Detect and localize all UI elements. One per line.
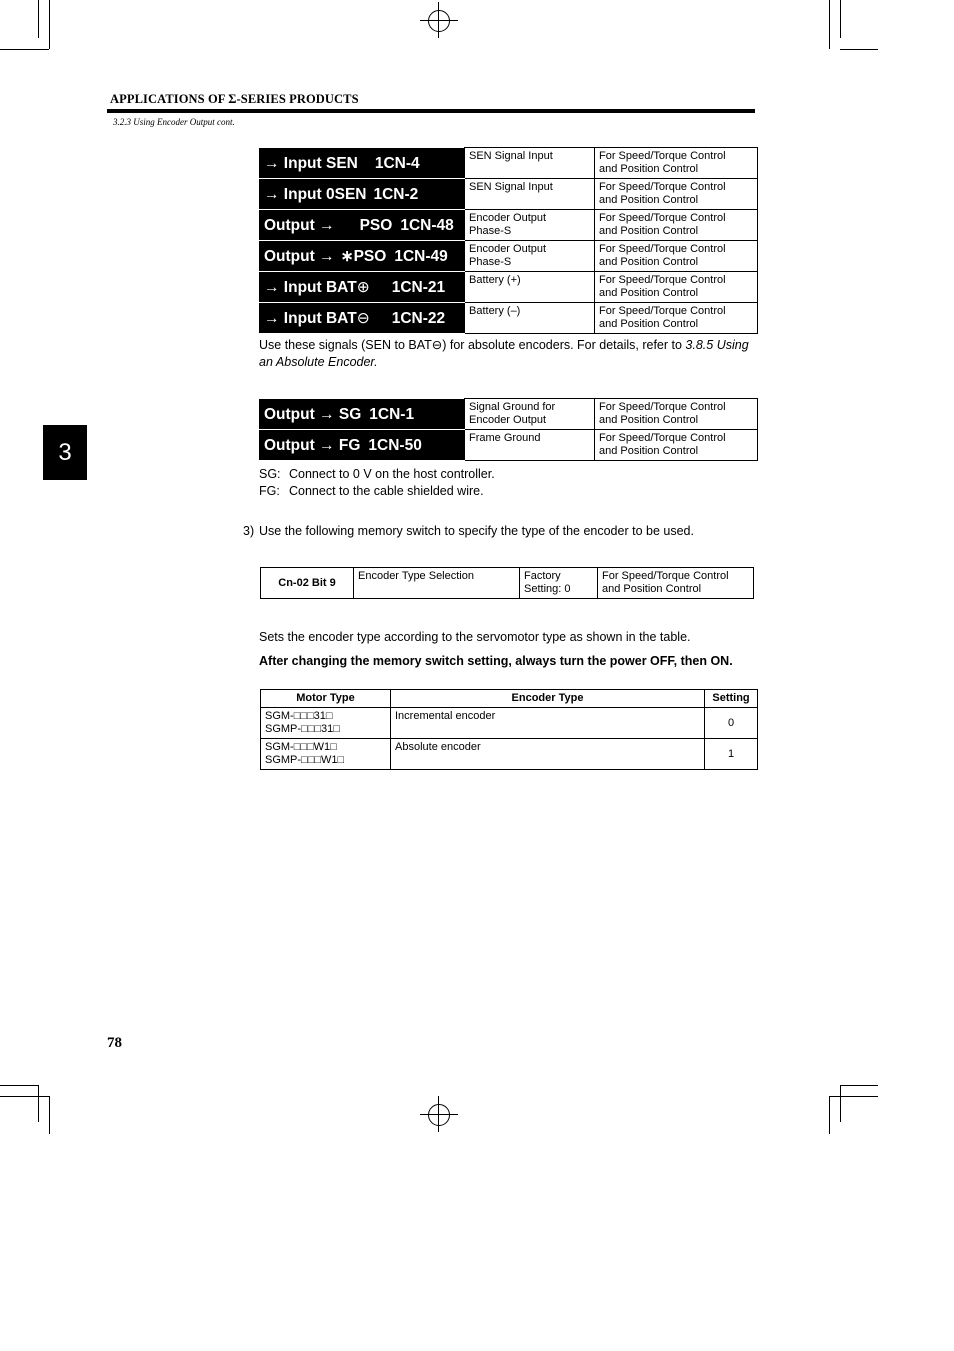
motor-encoder-table [260,689,758,770]
memory-switch-mode [598,568,754,599]
signal-label: → Input 0SEN [264,185,367,203]
signal-mode [595,272,758,303]
signal-mode [595,148,758,179]
signal-desc [465,148,595,179]
crop-mark [0,1085,38,1086]
desc-line: Signal Ground for [469,401,556,413]
mode-line: For Speed/Torque Control [599,243,726,255]
desc-line: Battery (+) [469,274,521,286]
signal-name-cell [260,241,465,272]
connector-pin: 1CN-21 [391,278,446,296]
column-header-setting: Setting [705,690,758,708]
signal-code: ∗PSO [340,247,387,265]
step-3 [243,523,694,540]
signal-desc [465,399,595,430]
memory-switch-row [261,568,754,599]
signal-label: → Input BAT [264,278,357,296]
crop-mark [829,1096,878,1097]
column-header-encoder-type: Encoder Type [391,690,705,708]
signal-row [260,241,758,272]
mode-line: For Speed/Torque Control [599,212,726,224]
signal-row [260,399,758,430]
connector-pin: 1CN-48 [400,216,454,234]
step-text: Use the following memory switch to specify the type of the encoder to be used. [259,524,694,538]
header-rule [107,109,755,113]
desc-line: SEN Signal Input [469,150,553,162]
page-number: 78 [107,1035,122,1051]
signal-name-cell [260,148,465,179]
encoder-type-description: Sets the encoder type according to the servomotor type as shown in the table. [259,630,691,644]
step-number: 3) [243,524,255,538]
signal-desc [465,179,595,210]
memory-switch-table [260,567,754,599]
signal-name-cell [260,210,465,241]
memory-switch-name: Encoder Type Selection [354,568,520,599]
motor-model: SGM-□□□31□ [265,710,333,722]
motor-model: SGM-□□□W1□ [265,741,337,753]
signal-row [260,272,758,303]
running-header-subtitle: 3.2.3 Using Encoder Output cont. [113,117,235,127]
signal-name-cell [260,399,465,430]
mode-line: and Position Control [599,318,699,330]
desc-line: Frame Ground [469,432,541,444]
crop-mark [840,1085,878,1086]
battery-minus-icon: ⊖ [356,309,370,327]
section-reference: 3.8.5 Using [685,338,749,352]
column-header-motor-type: Motor Type [261,690,391,708]
fg-note [259,483,484,500]
desc-line: SEN Signal Input [469,181,553,193]
signal-desc [465,241,595,272]
signal-mode [595,399,758,430]
signal-desc [465,210,595,241]
table-header-row [261,690,758,708]
signal-mode [595,210,758,241]
connector-pin: 1CN-1 [369,405,415,423]
signal-mode [595,430,758,461]
mode-line: and Position Control [599,445,699,457]
desc-line: Phase-S [469,256,512,268]
sg-note [259,466,495,483]
signal-name-cell [260,430,465,461]
mode-line: For Speed/Torque Control [599,401,726,413]
crop-mark [829,1096,830,1134]
crop-mark [840,1085,841,1122]
mode-line: For Speed/Torque Control [599,181,726,193]
connector-pin: 1CN-22 [391,309,446,327]
absolute-encoder-note [259,337,759,371]
desc-line: Battery (–) [469,305,521,317]
factory-setting [520,568,598,599]
motor-type-cell [261,708,391,739]
signal-label: Output → [264,216,335,234]
mode-line: For Speed/Torque Control [599,274,726,286]
signal-mode [595,303,758,334]
power-cycle-warning: After changing the memory switch setting, always turn the power OFF, then ON. [259,654,733,668]
running-header-title: APPLICATIONS OF Σ-SERIES PRODUCTS [110,92,359,106]
chapter-tab: 3 [43,425,87,480]
note-text: Use these signals (SEN to BAT [259,338,432,352]
signal-label: → Input SEN [264,154,358,172]
desc-line: Encoder Output [469,212,547,224]
mode-line: and Position Control [599,287,699,299]
crop-mark [49,0,50,49]
crop-mark [829,0,830,49]
signal-row [260,179,758,210]
motor-type-cell [261,739,391,770]
crop-mark [38,1085,39,1122]
signal-code: PSO [359,216,393,234]
note-text: Connect to 0 V on the host controller. [289,467,495,481]
connector-pin: 1CN-49 [394,247,448,265]
connector-pin: 1CN-50 [368,436,422,454]
signal-mode [595,241,758,272]
signal-name-cell [260,272,465,303]
signal-name-cell [260,303,465,334]
crop-mark [840,49,878,50]
table-row [261,739,758,770]
signal-label: Output → SG [264,405,362,423]
battery-minus-icon: ⊖ [431,338,443,352]
encoder-type-cell: Absolute encoder [391,739,705,770]
note-text: ) for absolute encoders. For details, refer to [442,338,686,352]
mode-line: For Speed/Torque Control [599,150,726,162]
crop-mark [0,1096,49,1097]
factory-line: Setting: 0 [524,583,571,595]
signal-table-encoder [259,147,758,334]
mode-line: and Position Control [602,583,702,595]
signal-label: Output → FG [264,436,361,454]
factory-line: Factory [524,570,561,582]
registration-circle [428,10,450,32]
mode-line: For Speed/Torque Control [599,305,726,317]
battery-plus-icon: ⊕ [356,278,370,296]
connector-pin: 1CN-2 [373,185,419,203]
mode-line: and Position Control [599,194,699,206]
setting-cell: 1 [705,739,758,770]
note-label: SG: [259,467,281,481]
section-reference: an Absolute Encoder. [259,355,378,369]
signal-desc [465,303,595,334]
signal-table-ground [259,398,758,461]
mode-line: and Position Control [599,163,699,175]
mode-line: and Position Control [599,256,699,268]
setting-cell: 0 [705,708,758,739]
registration-circle [428,1104,450,1126]
note-label: FG: [259,484,280,498]
desc-line: Phase-S [469,225,512,237]
encoder-type-cell: Incremental encoder [391,708,705,739]
signal-row [260,210,758,241]
motor-model: SGMP-□□□W1□ [265,754,345,766]
signal-row [260,303,758,334]
mode-line: For Speed/Torque Control [599,432,726,444]
mode-line: For Speed/Torque Control [602,570,729,582]
crop-mark [49,1096,50,1134]
signal-label: Output → [264,247,335,265]
connector-pin: 1CN-4 [374,154,420,172]
table-row [261,708,758,739]
memory-switch-code: Cn-02 Bit 9 [261,568,354,599]
signal-mode [595,179,758,210]
desc-line: Encoder Output [469,243,547,255]
desc-line: Encoder Output [469,414,547,426]
signal-name-cell [260,179,465,210]
crop-mark [0,49,49,50]
signal-row [260,430,758,461]
note-text: Connect to the cable shielded wire. [289,484,484,498]
crop-mark [840,0,841,38]
crop-mark [38,0,39,38]
mode-line: and Position Control [599,225,699,237]
signal-desc [465,272,595,303]
signal-row [260,148,758,179]
signal-desc [465,430,595,461]
mode-line: and Position Control [599,414,699,426]
motor-model: SGMP-□□□31□ [265,723,340,735]
signal-label: → Input BAT [264,309,357,327]
